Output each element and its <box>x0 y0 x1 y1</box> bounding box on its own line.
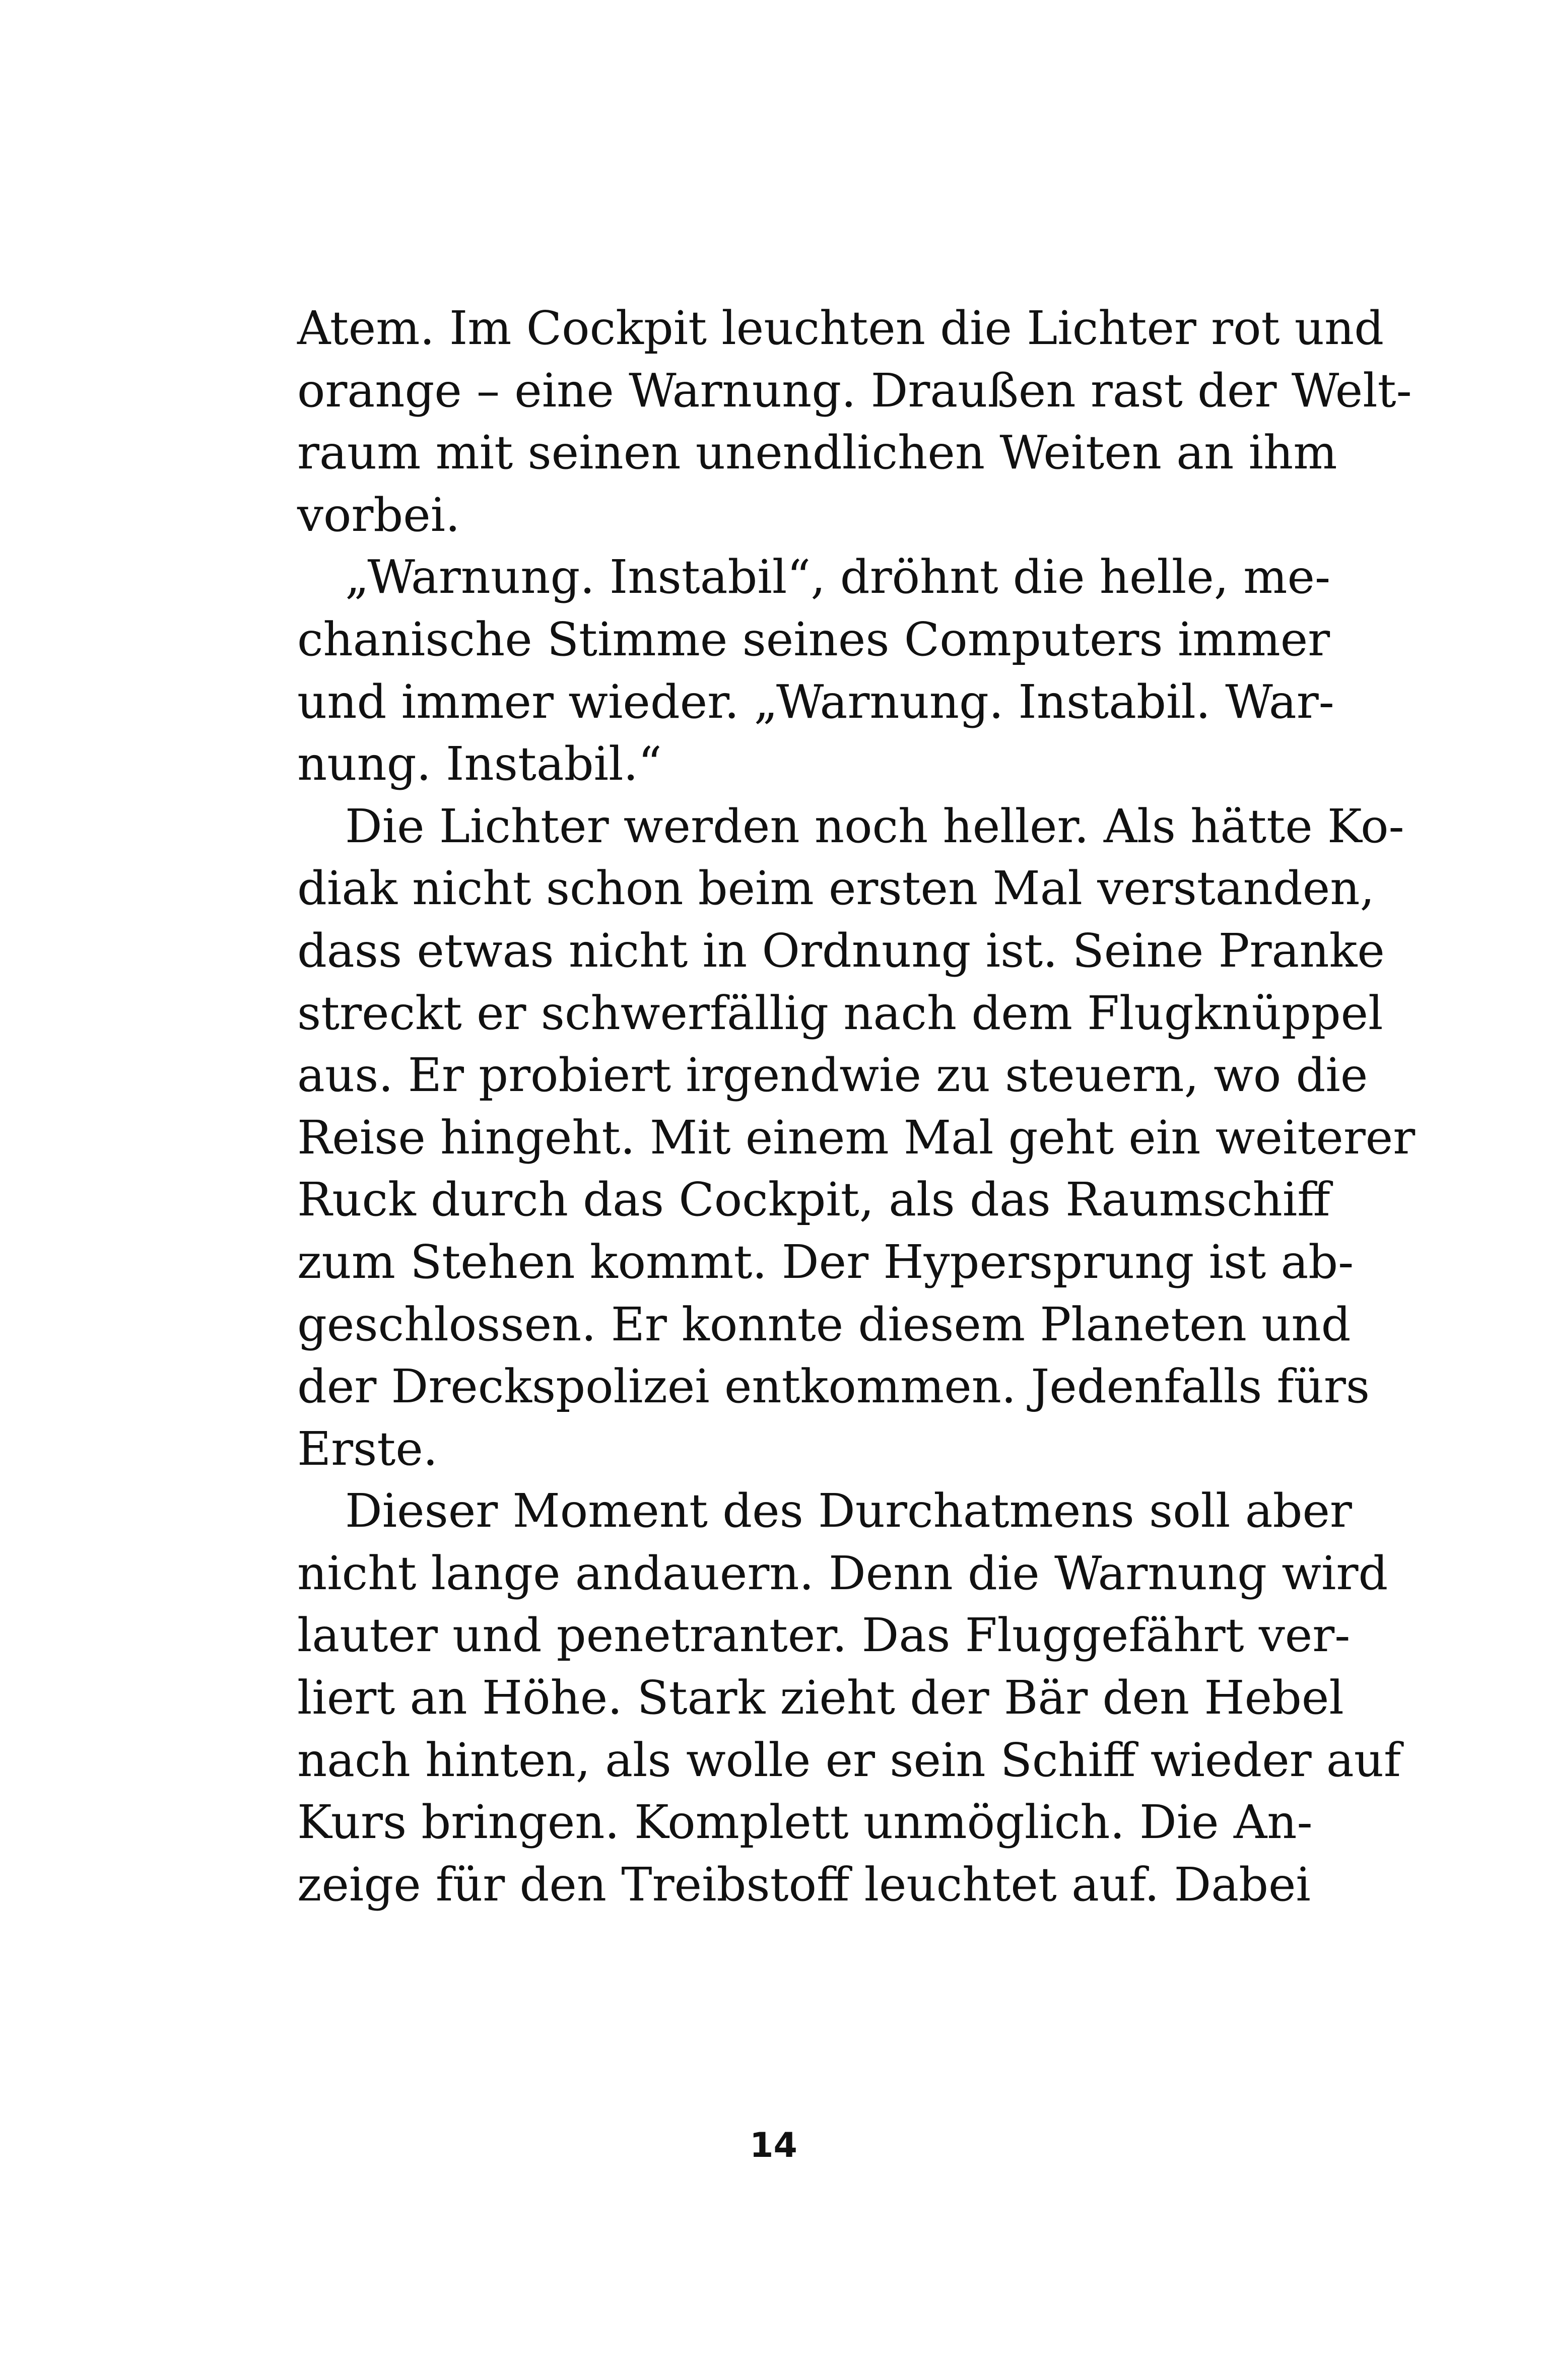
text-line: Kurs bringen. Komplett unmöglich. Die An- <box>297 1795 1313 1850</box>
text-line: aus. Er probiert irgendwie zu steuern, wo die <box>297 1048 1368 1103</box>
text-line: chanische Stimme seines Computers immer <box>297 612 1330 666</box>
text-line: Ruck durch das Cockpit, als das Raumschiff <box>297 1173 1330 1227</box>
text-line: raum mit seinen unendlichen Weiten an ihm <box>297 426 1337 480</box>
text-line: zum Stehen kommt. Der Hypersprung ist ab- <box>297 1235 1354 1289</box>
text-line: lauter und penetranter. Das Fluggefährt ver- <box>297 1608 1351 1663</box>
text-line: nung. Instabil.“ <box>297 737 662 791</box>
text-line: Erste. <box>297 1421 438 1476</box>
text-line: dass etwas nicht in Ordnung ist. Seine Pranke <box>297 923 1385 978</box>
text-line: zeige für den Treibstoff leuchtet auf. Dabei <box>297 1857 1311 1912</box>
text-line: diak nicht schon beim ersten Mal verstanden, <box>297 861 1375 916</box>
text-line: streckt er schwerfällig nach dem Flugknüppel <box>297 986 1383 1040</box>
text-line: „Warnung. Instabil“, dröhnt die helle, me- <box>345 550 1331 604</box>
text-line: Die Lichter werden noch heller. Als hätte Ko- <box>345 799 1404 853</box>
text-line: geschlossen. Er konnte diesem Planeten und <box>297 1297 1351 1351</box>
text-line: Dieser Moment des Durchatmens soll aber <box>345 1484 1352 1538</box>
text-line: und immer wieder. „Warnung. Instabil. War- <box>297 674 1334 729</box>
body-text <box>297 297 1416 1916</box>
text-line: vorbei. <box>297 488 460 542</box>
text-line: Atem. Im Cockpit leuchten die Lichter rot und <box>297 301 1384 355</box>
text-line: Reise hingeht. Mit einem Mal geht ein weiterer <box>297 1110 1416 1165</box>
text-line: nach hinten, als wolle er sein Schiff wieder auf <box>297 1733 1401 1787</box>
text-line: liert an Höhe. Stark zieht der Bär den Hebel <box>297 1671 1344 1725</box>
text-line: orange – eine Warnung. Draußen rast der Welt- <box>297 363 1412 418</box>
text-line: nicht lange andauern. Denn die Warnung wird <box>297 1546 1388 1600</box>
page-number: 14 <box>750 2126 797 2165</box>
text-line: der Dreckspolizei entkommen. Jedenfalls fürs <box>297 1359 1370 1414</box>
